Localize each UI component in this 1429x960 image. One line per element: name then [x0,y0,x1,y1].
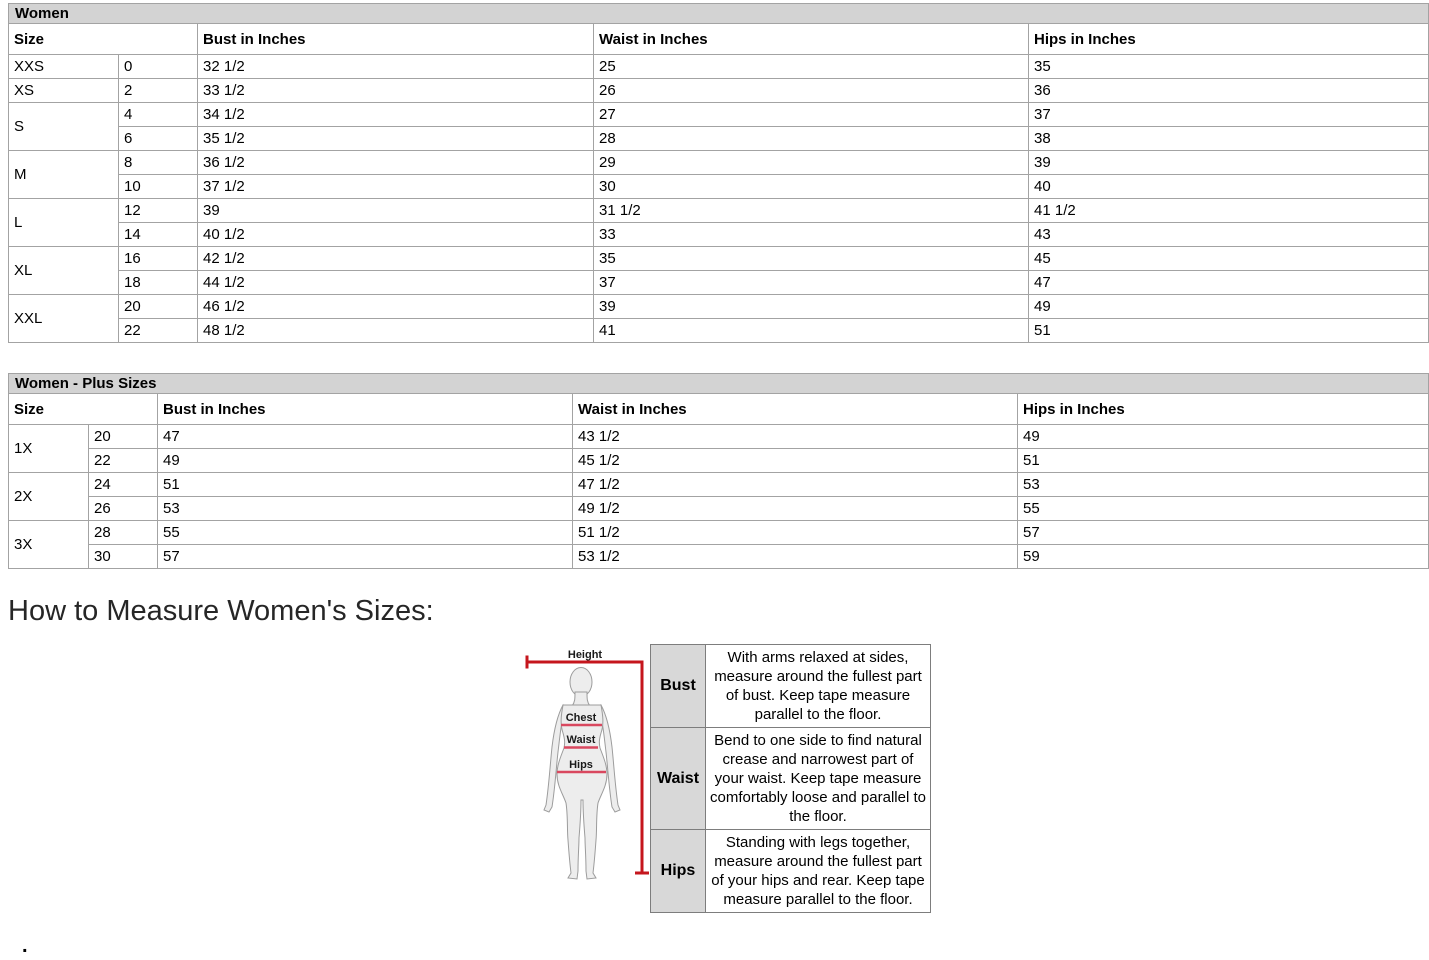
size-row [9,497,1429,521]
measure-instruction-row [651,830,931,913]
plus-table-body [9,425,1429,569]
size-number: 10 [119,175,198,199]
waist-value: 29 [594,151,1029,175]
women-table-title: Women [9,4,1429,24]
size-row [9,521,1429,545]
measure-instruction-row [651,728,931,830]
bust-value: 53 [158,497,573,521]
column-header-hips: Hips in Inches [1018,394,1429,425]
column-header-bust: Bust in Inches [158,394,573,425]
size-number: 4 [119,103,198,127]
size-row [9,247,1429,271]
hips-value: 57 [1018,521,1429,545]
waist-value: 37 [594,271,1029,295]
waist-value: 51 1/2 [573,521,1018,545]
measure-instructions-tbody [651,645,931,913]
body-measurement-diagram [500,642,660,892]
size-group-label: XS [9,79,119,103]
hips-value: 39 [1029,151,1429,175]
hips-label: Hips [569,759,593,771]
women-table-header-row [9,24,1429,55]
column-header-waist: Waist in Inches [573,394,1018,425]
waist-value: 25 [594,55,1029,79]
hips-value: 43 [1029,223,1429,247]
plus-size-table [8,373,1429,569]
column-header-hips: Hips in Inches [1029,24,1429,55]
size-row [9,271,1429,295]
size-number: 6 [119,127,198,151]
size-number: 26 [89,497,158,521]
bust-value: 55 [158,521,573,545]
size-number: 2 [119,79,198,103]
size-number: 16 [119,247,198,271]
female-silhouette-icon [544,668,620,880]
bust-value: 35 1/2 [198,127,594,151]
bust-value: 37 1/2 [198,175,594,199]
size-number: 28 [89,521,158,545]
size-number: 12 [119,199,198,223]
size-number: 8 [119,151,198,175]
waist-value: 43 1/2 [573,425,1018,449]
plus-table-header-row [9,394,1429,425]
waist-value: 41 [594,319,1029,343]
size-number: 24 [89,473,158,497]
hips-value: 47 [1029,271,1429,295]
measure-diagram-area [0,642,1429,946]
size-row [9,449,1429,473]
plus-table-title-row [9,374,1429,394]
size-group-label: L [9,199,119,247]
waist-value: 39 [594,295,1029,319]
column-header-size: Size [9,24,198,55]
hips-value: 51 [1018,449,1429,473]
hips-value: 41 1/2 [1029,199,1429,223]
bust-value: 33 1/2 [198,79,594,103]
hips-value: 53 [1018,473,1429,497]
column-header-bust: Bust in Inches [198,24,594,55]
bust-value: 57 [158,545,573,569]
size-group-label: M [9,151,119,199]
size-group-label: S [9,103,119,151]
size-row [9,79,1429,103]
waist-value: 45 1/2 [573,449,1018,473]
size-row [9,295,1429,319]
measure-instruction-text: Standing with legs together, measure around the fullest part of your hips and rear. Keep tape measure parallel to the floor. [706,830,931,913]
waist-value: 26 [594,79,1029,103]
size-row [9,545,1429,569]
hips-value: 51 [1029,319,1429,343]
column-header-size: Size [9,394,158,425]
size-number: 0 [119,55,198,79]
size-group-label: XL [9,247,119,295]
bust-value: 32 1/2 [198,55,594,79]
column-header-waist: Waist in Inches [594,24,1029,55]
waist-value: 33 [594,223,1029,247]
measure-part-label: Hips [651,830,706,913]
size-number: 22 [89,449,158,473]
waist-value: 53 1/2 [573,545,1018,569]
size-row [9,223,1429,247]
waist-value: 30 [594,175,1029,199]
size-row [9,103,1429,127]
bust-value: 51 [158,473,573,497]
size-number: 22 [119,319,198,343]
hips-value: 38 [1029,127,1429,151]
size-group-label: XXS [9,55,119,79]
waist-value: 49 1/2 [573,497,1018,521]
size-row [9,175,1429,199]
waist-value: 28 [594,127,1029,151]
height-label: Height [567,649,603,661]
measure-instruction-text: With arms relaxed at sides, measure around the fullest part of bust. Keep tape measure parallel to the floor. [706,645,931,728]
hips-value: 40 [1029,175,1429,199]
size-row [9,425,1429,449]
size-group-label: 1X [9,425,89,473]
chest-label: Chest [565,712,597,724]
hips-value: 36 [1029,79,1429,103]
plus-table-title: Women - Plus Sizes [9,374,1429,394]
measure-instructions-table [650,644,931,913]
size-number: 14 [119,223,198,247]
waist-value: 47 1/2 [573,473,1018,497]
hips-value: 37 [1029,103,1429,127]
measure-part-label: Bust [651,645,706,728]
hips-value: 49 [1029,295,1429,319]
size-row [9,199,1429,223]
bust-value: 46 1/2 [198,295,594,319]
size-group-label: 2X [9,473,89,521]
bust-value: 49 [158,449,573,473]
size-group-label: 3X [9,521,89,569]
bust-value: 48 1/2 [198,319,594,343]
women-size-table [8,3,1429,343]
hips-value: 49 [1018,425,1429,449]
bust-value: 47 [158,425,573,449]
size-number: 18 [119,271,198,295]
women-table-title-row [9,4,1429,24]
measure-instruction-text: Bend to one side to find natural crease and narrowest part of your waist. Keep tape measure comfortably loose and parallel to the floor. [706,728,931,830]
waist-label: Waist [566,734,596,746]
waist-value: 31 1/2 [594,199,1029,223]
hips-value: 55 [1018,497,1429,521]
waist-value: 35 [594,247,1029,271]
size-row [9,151,1429,175]
measure-heading: How to Measure Women's Sizes: [8,595,434,627]
bust-value: 34 1/2 [198,103,594,127]
bust-value: 36 1/2 [198,151,594,175]
size-number: 20 [89,425,158,449]
hips-value: 35 [1029,55,1429,79]
hips-value: 59 [1018,545,1429,569]
size-row [9,127,1429,151]
size-row [9,473,1429,497]
bust-value: 40 1/2 [198,223,594,247]
size-row [9,319,1429,343]
waist-value: 27 [594,103,1029,127]
size-number: 20 [119,295,198,319]
bust-value: 39 [198,199,594,223]
hips-value: 45 [1029,247,1429,271]
measure-part-label: Waist [651,728,706,830]
size-row [9,55,1429,79]
bust-value: 44 1/2 [198,271,594,295]
measure-instruction-row [651,645,931,728]
bust-value: 42 1/2 [198,247,594,271]
size-group-label: XXL [9,295,119,343]
size-number: 30 [89,545,158,569]
women-table-body [9,55,1429,343]
footer-dot: . [22,935,28,957]
